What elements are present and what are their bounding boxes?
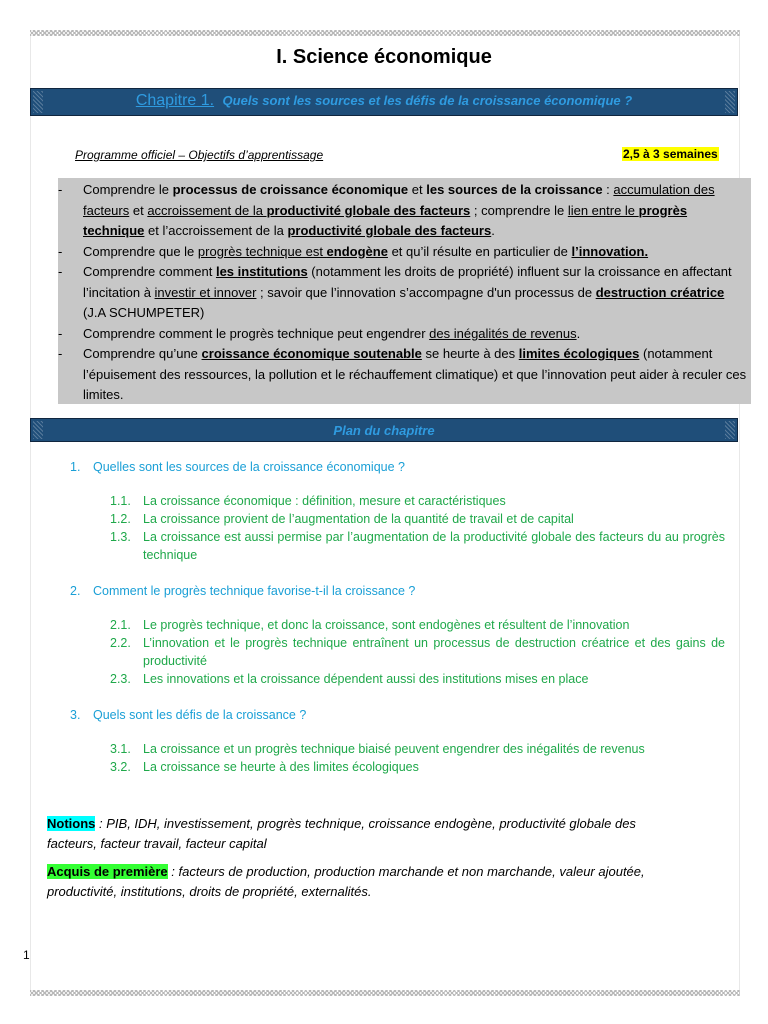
plan-banner bbox=[30, 418, 738, 442]
objective-text: et bbox=[129, 202, 148, 218]
plan-subsection bbox=[110, 670, 725, 688]
section-number: 3. bbox=[70, 708, 81, 722]
plan-section bbox=[70, 582, 725, 600]
acquis-block bbox=[47, 862, 657, 902]
objective-text: destruction créatrice bbox=[595, 284, 725, 300]
bullet-dash: - bbox=[58, 346, 63, 361]
objective-text: des inégalités de revenus bbox=[429, 325, 577, 341]
plan-section bbox=[70, 706, 725, 724]
programme-label: Programme officiel – Objectifs d’apprentissage bbox=[75, 148, 324, 162]
objective-text: limites écologiques bbox=[518, 346, 640, 361]
subsection-number: 2.1. bbox=[110, 618, 131, 632]
subsection-number: 3.2. bbox=[110, 760, 131, 774]
objective-text: Comprendre comment bbox=[83, 264, 216, 279]
objective-text: (notamment les droits de propriété) influent sur la croissance en affectant l’incitation à bbox=[83, 264, 732, 300]
page-border-left bbox=[30, 36, 31, 990]
plan-subsection bbox=[110, 492, 725, 510]
notions-block bbox=[47, 814, 657, 854]
section-title: Quelles sont les sources de la croissance économique ? bbox=[93, 460, 405, 474]
objective-text: l’innovation. bbox=[571, 243, 649, 259]
objective-item bbox=[58, 180, 747, 242]
plan-title: Plan du chapitre bbox=[333, 423, 435, 438]
objective-text: progrès technique bbox=[83, 202, 688, 238]
page-number: 1 bbox=[23, 948, 30, 962]
objective-text: : bbox=[602, 182, 614, 197]
notions-label: Notions bbox=[47, 816, 96, 831]
duration-badge: 2,5 à 3 semaines bbox=[623, 147, 718, 161]
objective-text: les institutions bbox=[215, 264, 308, 279]
bullet-dash: - bbox=[58, 264, 63, 279]
objective-text: . bbox=[576, 325, 581, 341]
plan-subsection bbox=[110, 740, 725, 758]
subsection-title: La croissance est aussi permise par l’augmentation de la productivité globale des facteurs du au progrès technique bbox=[143, 530, 725, 562]
chapter-question: Quels sont les sources et les défis de la croissance économique ? bbox=[222, 93, 633, 108]
subsection-list bbox=[110, 616, 725, 688]
subsection-title: Le progrès technique, et donc la croissance, sont endogènes et résultent de l’innovation bbox=[143, 618, 630, 632]
bullet-dash: - bbox=[58, 182, 63, 197]
page-border-top bbox=[30, 30, 740, 36]
objective-text: lien entre le bbox=[567, 202, 639, 218]
objective-text: Comprendre qu’une bbox=[83, 346, 202, 361]
plan-section bbox=[70, 458, 725, 476]
objective-text: endogène bbox=[326, 243, 388, 259]
subsection-number: 3.1. bbox=[110, 742, 131, 756]
notions-text: PIB, IDH, investissement, progrès technique, croissance endogène, productivité globale des facteurs, facteur travail, facteur capital bbox=[47, 816, 636, 851]
objective-text: (notamment l’épuisement des ressources, la pollution et le réchauffement climatique) et que l’innovation peut aider à reculer ces limites. bbox=[83, 346, 747, 402]
subsection-number: 2.3. bbox=[110, 672, 131, 686]
objective-text: croissance économique soutenable bbox=[201, 346, 422, 361]
acquis-separator: : bbox=[167, 864, 179, 879]
notions-separator: : bbox=[95, 816, 107, 831]
plan-subsection bbox=[110, 616, 725, 634]
objective-text: se heurte à des bbox=[421, 346, 519, 361]
page-title: I. Science économique bbox=[276, 46, 492, 68]
plan-subsection bbox=[110, 528, 725, 564]
objective-text: et bbox=[408, 182, 427, 197]
section-title: Quels sont les défis de la croissance ? bbox=[93, 708, 307, 722]
objective-text: Comprendre comment le progrès technique peut engendrer bbox=[83, 325, 430, 341]
subsection-title: La croissance provient de l’augmentation de la quantité de travail et de capital bbox=[143, 512, 574, 526]
subsection-list bbox=[110, 740, 725, 776]
subsection-title: La croissance économique : définition, mesure et caractéristiques bbox=[143, 494, 506, 508]
section-number: 2. bbox=[70, 584, 81, 598]
section-number: 1. bbox=[70, 460, 81, 474]
objective-text: et qu’il résulte en particulier de bbox=[387, 243, 572, 259]
subsection-title: Les innovations et la croissance dépendent aussi des institutions mises en place bbox=[143, 672, 589, 686]
objective-text: Comprendre que le bbox=[83, 243, 198, 259]
objective-text: Comprendre le bbox=[83, 182, 173, 197]
objective-text: (J.A SCHUMPETER) bbox=[83, 305, 205, 320]
objective-item bbox=[58, 344, 747, 406]
plan-subsection bbox=[110, 758, 725, 776]
objective-text: ; comprendre le bbox=[470, 202, 568, 218]
acquis-label: Acquis de première bbox=[47, 864, 168, 879]
objective-text: productivité globale des facteurs bbox=[266, 202, 471, 218]
objective-text: processus de croissance économique bbox=[172, 182, 409, 197]
subsection-number: 2.2. bbox=[110, 636, 131, 650]
plan-subsection bbox=[110, 510, 725, 528]
subsection-title: L’innovation et le progrès technique entraînent un processus de destruction créatrice et des gains de productivité bbox=[143, 636, 725, 668]
subsection-title: La croissance et un progrès technique biaisé peuvent engendrer des inégalités de revenus bbox=[143, 742, 645, 756]
subsection-number: 1.2. bbox=[110, 512, 131, 526]
subsection-title: La croissance se heurte à des limites écologiques bbox=[143, 760, 419, 774]
acquis-text: facteurs de production, production marchande et non marchande, valeur ajoutée, productivité, institutions, droits de propriété, externalités. bbox=[47, 864, 645, 899]
page-border-bottom bbox=[30, 990, 740, 996]
subsection-number: 1.3. bbox=[110, 530, 131, 544]
objective-item bbox=[58, 262, 747, 324]
objective-text: accroissement de la bbox=[147, 202, 267, 218]
objective-item bbox=[58, 242, 747, 263]
chapter-banner bbox=[30, 88, 738, 116]
objective-text: progrès technique est bbox=[197, 243, 327, 259]
objectives-box bbox=[58, 178, 751, 404]
subsection-number: 1.1. bbox=[110, 494, 131, 508]
objective-text: ; savoir que l’innovation s’accompagne d'un processus de bbox=[256, 284, 596, 300]
objective-text: et l’accroissement de la bbox=[144, 223, 288, 238]
bullet-dash: - bbox=[58, 325, 63, 341]
objective-text: les sources de la croissance bbox=[426, 182, 603, 197]
bullet-dash: - bbox=[58, 243, 63, 259]
objective-item bbox=[58, 324, 747, 345]
subsection-list bbox=[110, 492, 725, 564]
section-title: Comment le progrès technique favorise-t-il la croissance ? bbox=[93, 584, 416, 598]
objective-text: . bbox=[491, 223, 495, 238]
objective-text: productivité globale des facteurs bbox=[287, 223, 492, 238]
chapter-plan bbox=[70, 458, 725, 794]
objective-text: investir et innover bbox=[154, 284, 257, 300]
plan-subsection bbox=[110, 634, 725, 670]
chapter-label: Chapitre 1. bbox=[135, 92, 215, 109]
objective-text: accumulation des facteurs bbox=[83, 182, 715, 218]
